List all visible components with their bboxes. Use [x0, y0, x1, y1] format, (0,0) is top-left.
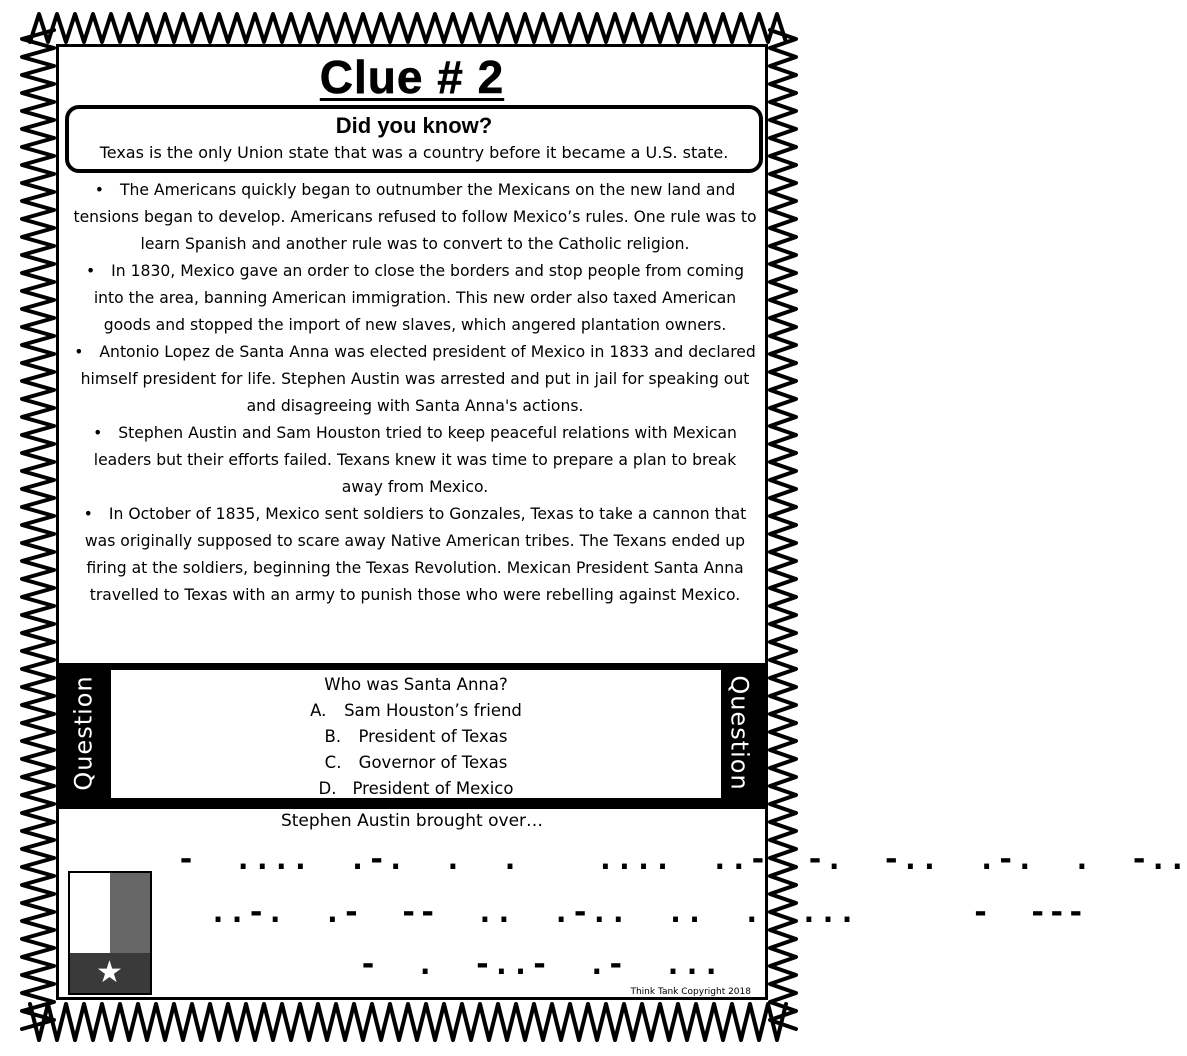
bullet-icon: • — [93, 424, 103, 442]
list-item: • The Americans quickly began to outnumber the Mexicans on the new land and tensions began to develop. Americans refused to follow Mexico’s rules. One rule was to learn Spanish and another rule was to convert to the Catholic religion. — [73, 181, 757, 253]
question-box — [111, 670, 721, 798]
bullet-icon: • — [94, 181, 104, 199]
did-you-know-heading: Did you know? — [335, 113, 493, 138]
option-b[interactable]: B. President of Texas — [324, 727, 508, 746]
bullet-icon: • — [74, 343, 84, 361]
list-item: • Antonio Lopez de Santa Anna was elected president of Mexico in 1833 and declared himself president for life. Stephen Austin was arrested and put in jail for speaking out and disagreeing with Santa Anna's actions. — [74, 343, 756, 415]
did-you-know-text: Texas is the only Union state that was a country before it became a U.S. state. — [99, 143, 729, 162]
scribble-stroke — [30, 14, 786, 42]
morse-code-line-2: ..-. .- -- .. .-.. .. . ... - --- — [209, 895, 1086, 930]
scribble-stroke — [770, 30, 796, 1029]
question-band — [59, 663, 765, 809]
question-text: Who was Santa Anna? — [324, 675, 508, 694]
scribble-stroke — [22, 30, 54, 1029]
option-d[interactable]: D. President of Mexico — [318, 779, 514, 798]
option-a[interactable]: A. Sam Houston’s friend — [310, 701, 522, 720]
star-icon: ★ — [96, 955, 123, 990]
scribble-stroke — [30, 1004, 786, 1040]
morse-code-line-3: - . -..- .- ... — [359, 947, 722, 982]
list-item: • Stephen Austin and Sam Houston tried to keep peaceful relations with Mexican leaders but their efforts failed. Texans knew it was time to prepare a plan to break away from Mexico. — [93, 424, 737, 496]
bullet-icon: • — [85, 262, 96, 280]
list-item: • In October of 1835, Mexico sent soldiers to Gonzales, Texas to take a cannon that was originally supposed to scare away Native American tribes. The Texans ended up firing at the soldiers, beginning the Texas Revolution. Mexican President Santa Anna travelled to Texas with an army to punish those who were rebelling against Mexico. — [83, 505, 747, 604]
morse-code-line-1: - .... .-. . . .... ..- -. -.. .-. . -.. — [177, 842, 1187, 877]
did-you-know-box — [65, 105, 763, 173]
question-side-label-right: Question — [726, 675, 754, 791]
bullet-icon: • — [83, 505, 93, 523]
facts-list — [69, 177, 761, 609]
page-title: Clue # 2 — [319, 51, 505, 103]
flag-white-stripe — [70, 873, 110, 953]
question-side-label-left: Question — [70, 675, 98, 791]
option-c[interactable]: C. Governor of Texas — [324, 753, 508, 772]
copyright-text: Think Tank Copyright 2018 — [630, 987, 751, 997]
clue-page — [56, 44, 1187, 1000]
flag-gray-stripe — [110, 873, 150, 953]
list-item: • In 1830, Mexico gave an order to close the borders and stop people from coming into the area, banning American immigration. This new order also taxed American goods and stopped the import of new slaves, which angered plantation owners. — [85, 262, 745, 334]
code-prompt: Stephen Austin brought over… — [280, 811, 544, 831]
texas-flag-icon — [68, 871, 152, 995]
